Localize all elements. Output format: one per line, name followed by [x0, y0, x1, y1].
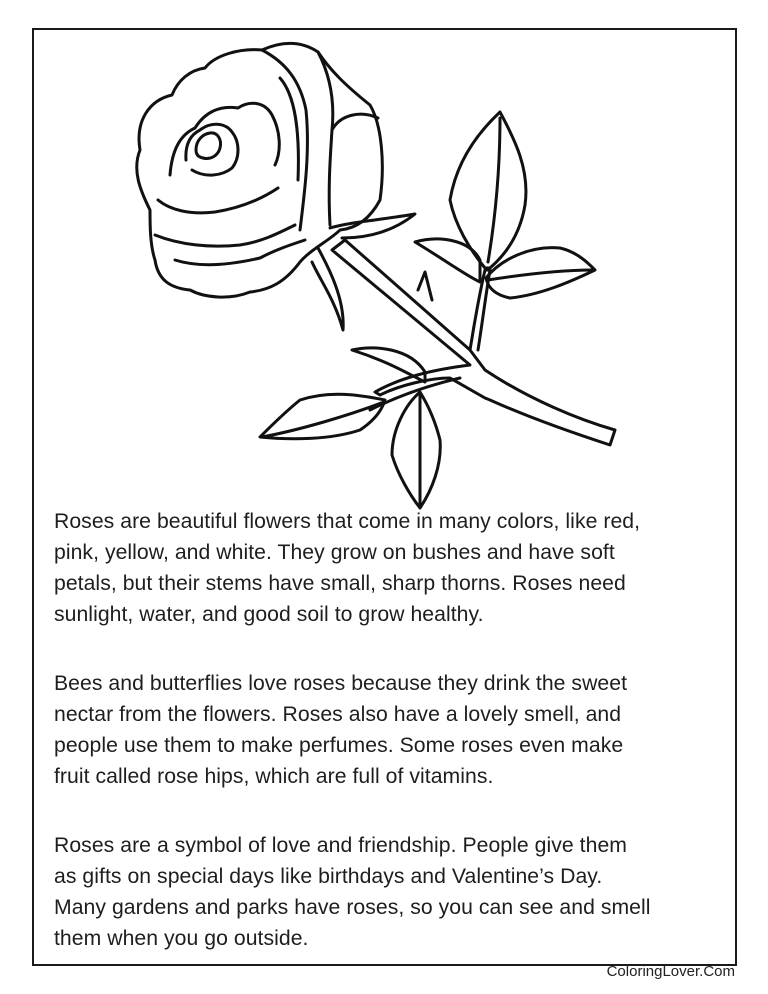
paragraph-2-line-1: Bees and butterflies love roses because they drink the sweet	[54, 672, 628, 695]
leaf-lower-bottom	[392, 392, 440, 508]
paragraph-1-line-4: sunlight, water, and good soil to grow healthy.	[54, 603, 484, 626]
paragraph-1-line-2: pink, yellow, and white. They grow on bushes and have soft	[54, 541, 615, 564]
site-watermark: ColoringLover.Com	[606, 963, 735, 980]
paragraph-2-line-2: nectar from the flowers. Roses also have a lovely smell, and	[54, 703, 622, 726]
paragraph-3-line-3: Many gardens and parks have roses, so you can see and smell	[54, 896, 651, 919]
paragraph-2-line-4: fruit called rose hips, which are full of vitamins.	[54, 765, 494, 788]
paragraph-1-line-1: Roses are beautiful flowers that come in many colors, like red,	[54, 510, 641, 533]
paragraph-3-line-2: as gifts on special days like birthdays and Valentine’s Day.	[54, 865, 603, 888]
paragraph-3-line-4: them when you go outside.	[54, 927, 309, 950]
leaf-lower-small	[352, 348, 425, 382]
paragraph-1-line-3: petals, but their stems have small, sharp thorns. Roses need	[54, 572, 626, 595]
paragraph-2-line-3: people use them to make perfumes. Some roses even make	[54, 734, 624, 757]
paragraph-3-line-1: Roses are a symbol of love and friendship. People give them	[54, 834, 627, 857]
